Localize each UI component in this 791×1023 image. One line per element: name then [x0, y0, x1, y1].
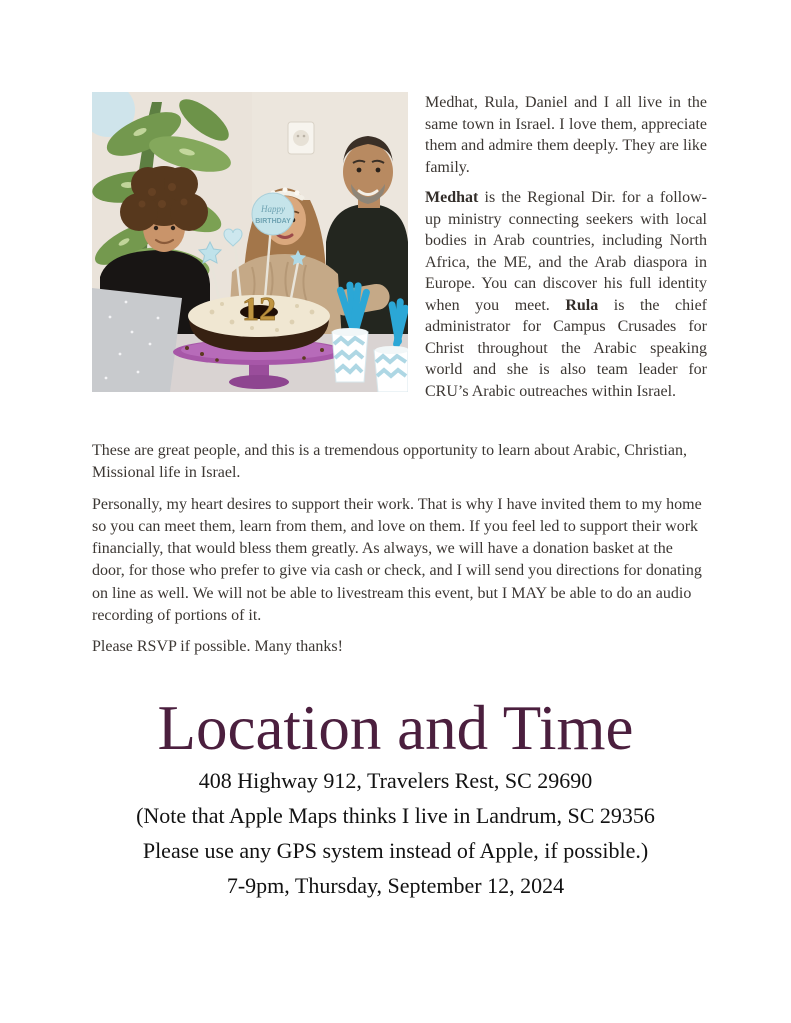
apple-maps-note-line-1: (Note that Apple Maps thinks I live in Landrum, SC 29356 — [136, 803, 655, 828]
body-paragraph-2: Personally, my heart desires to support their work. That is why I have invited them to my home so you can meet them, learn from them, and love on them. If you feel led to support their work financially, that would bless them greatly. As always, we will have a donation basket at the door, for those who prefer to give via cash or check, and I will send you directions for donating on line as well. We will not be able to livestream this event, but I MAY be able to do an audio recording of portions of it. — [92, 495, 702, 625]
intro-text-column — [425, 92, 707, 411]
address-line: 408 Highway 912, Travelers Rest, SC 29690 — [198, 768, 593, 793]
body-section — [92, 440, 704, 668]
location-time-heading: Location and Time — [157, 693, 634, 763]
body-paragraph-1: These are great people, and this is a tremendous opportunity to learn about Arabic, Christian, Missional life in Israel. — [92, 442, 687, 482]
event-time-line: 7-9pm, Thursday, September 12, 2024 — [226, 873, 565, 898]
intro-paragraph-2 — [425, 187, 707, 402]
birthday-sign — [252, 193, 294, 235]
power-outlet-icon — [288, 122, 314, 154]
name-medhat: Medhat — [425, 189, 479, 206]
intro-paragraph-2-text-a: is the Regional Dir. for a follow-up ministry connecting seekers with local bodies in Arab countries, including North Africa, the ME, and the Arab diaspora in Europe. You can discover his full identity when you meet. — [425, 189, 707, 314]
sparkle-cloth — [92, 288, 182, 392]
apple-maps-note-line-2: Please use any GPS system instead of Apple, if possible.) — [142, 838, 649, 863]
intro-paragraph-1: Medhat, Rula, Daniel and I all live in the same town in Israel. I love them, appreciate them and admire them deeply. They are like family. — [425, 94, 707, 176]
intro-paragraph-2-text-b: is the chief administrator for Campus Crusades for Christ throughout the Arabic speaking world and she is also team leader for CRU’s Arabic outreaches within Israel. — [425, 296, 707, 400]
family-photo — [92, 92, 408, 392]
cake-number-candles: 12 — [242, 291, 276, 328]
location-details — [0, 763, 791, 903]
sign-text-bottom: BIRTHDAY — [255, 218, 291, 225]
name-rula: Rula — [565, 296, 599, 314]
sign-text-top: Happy — [261, 204, 285, 214]
body-paragraph-3: Please RSVP if possible. Many thanks! — [92, 638, 343, 656]
